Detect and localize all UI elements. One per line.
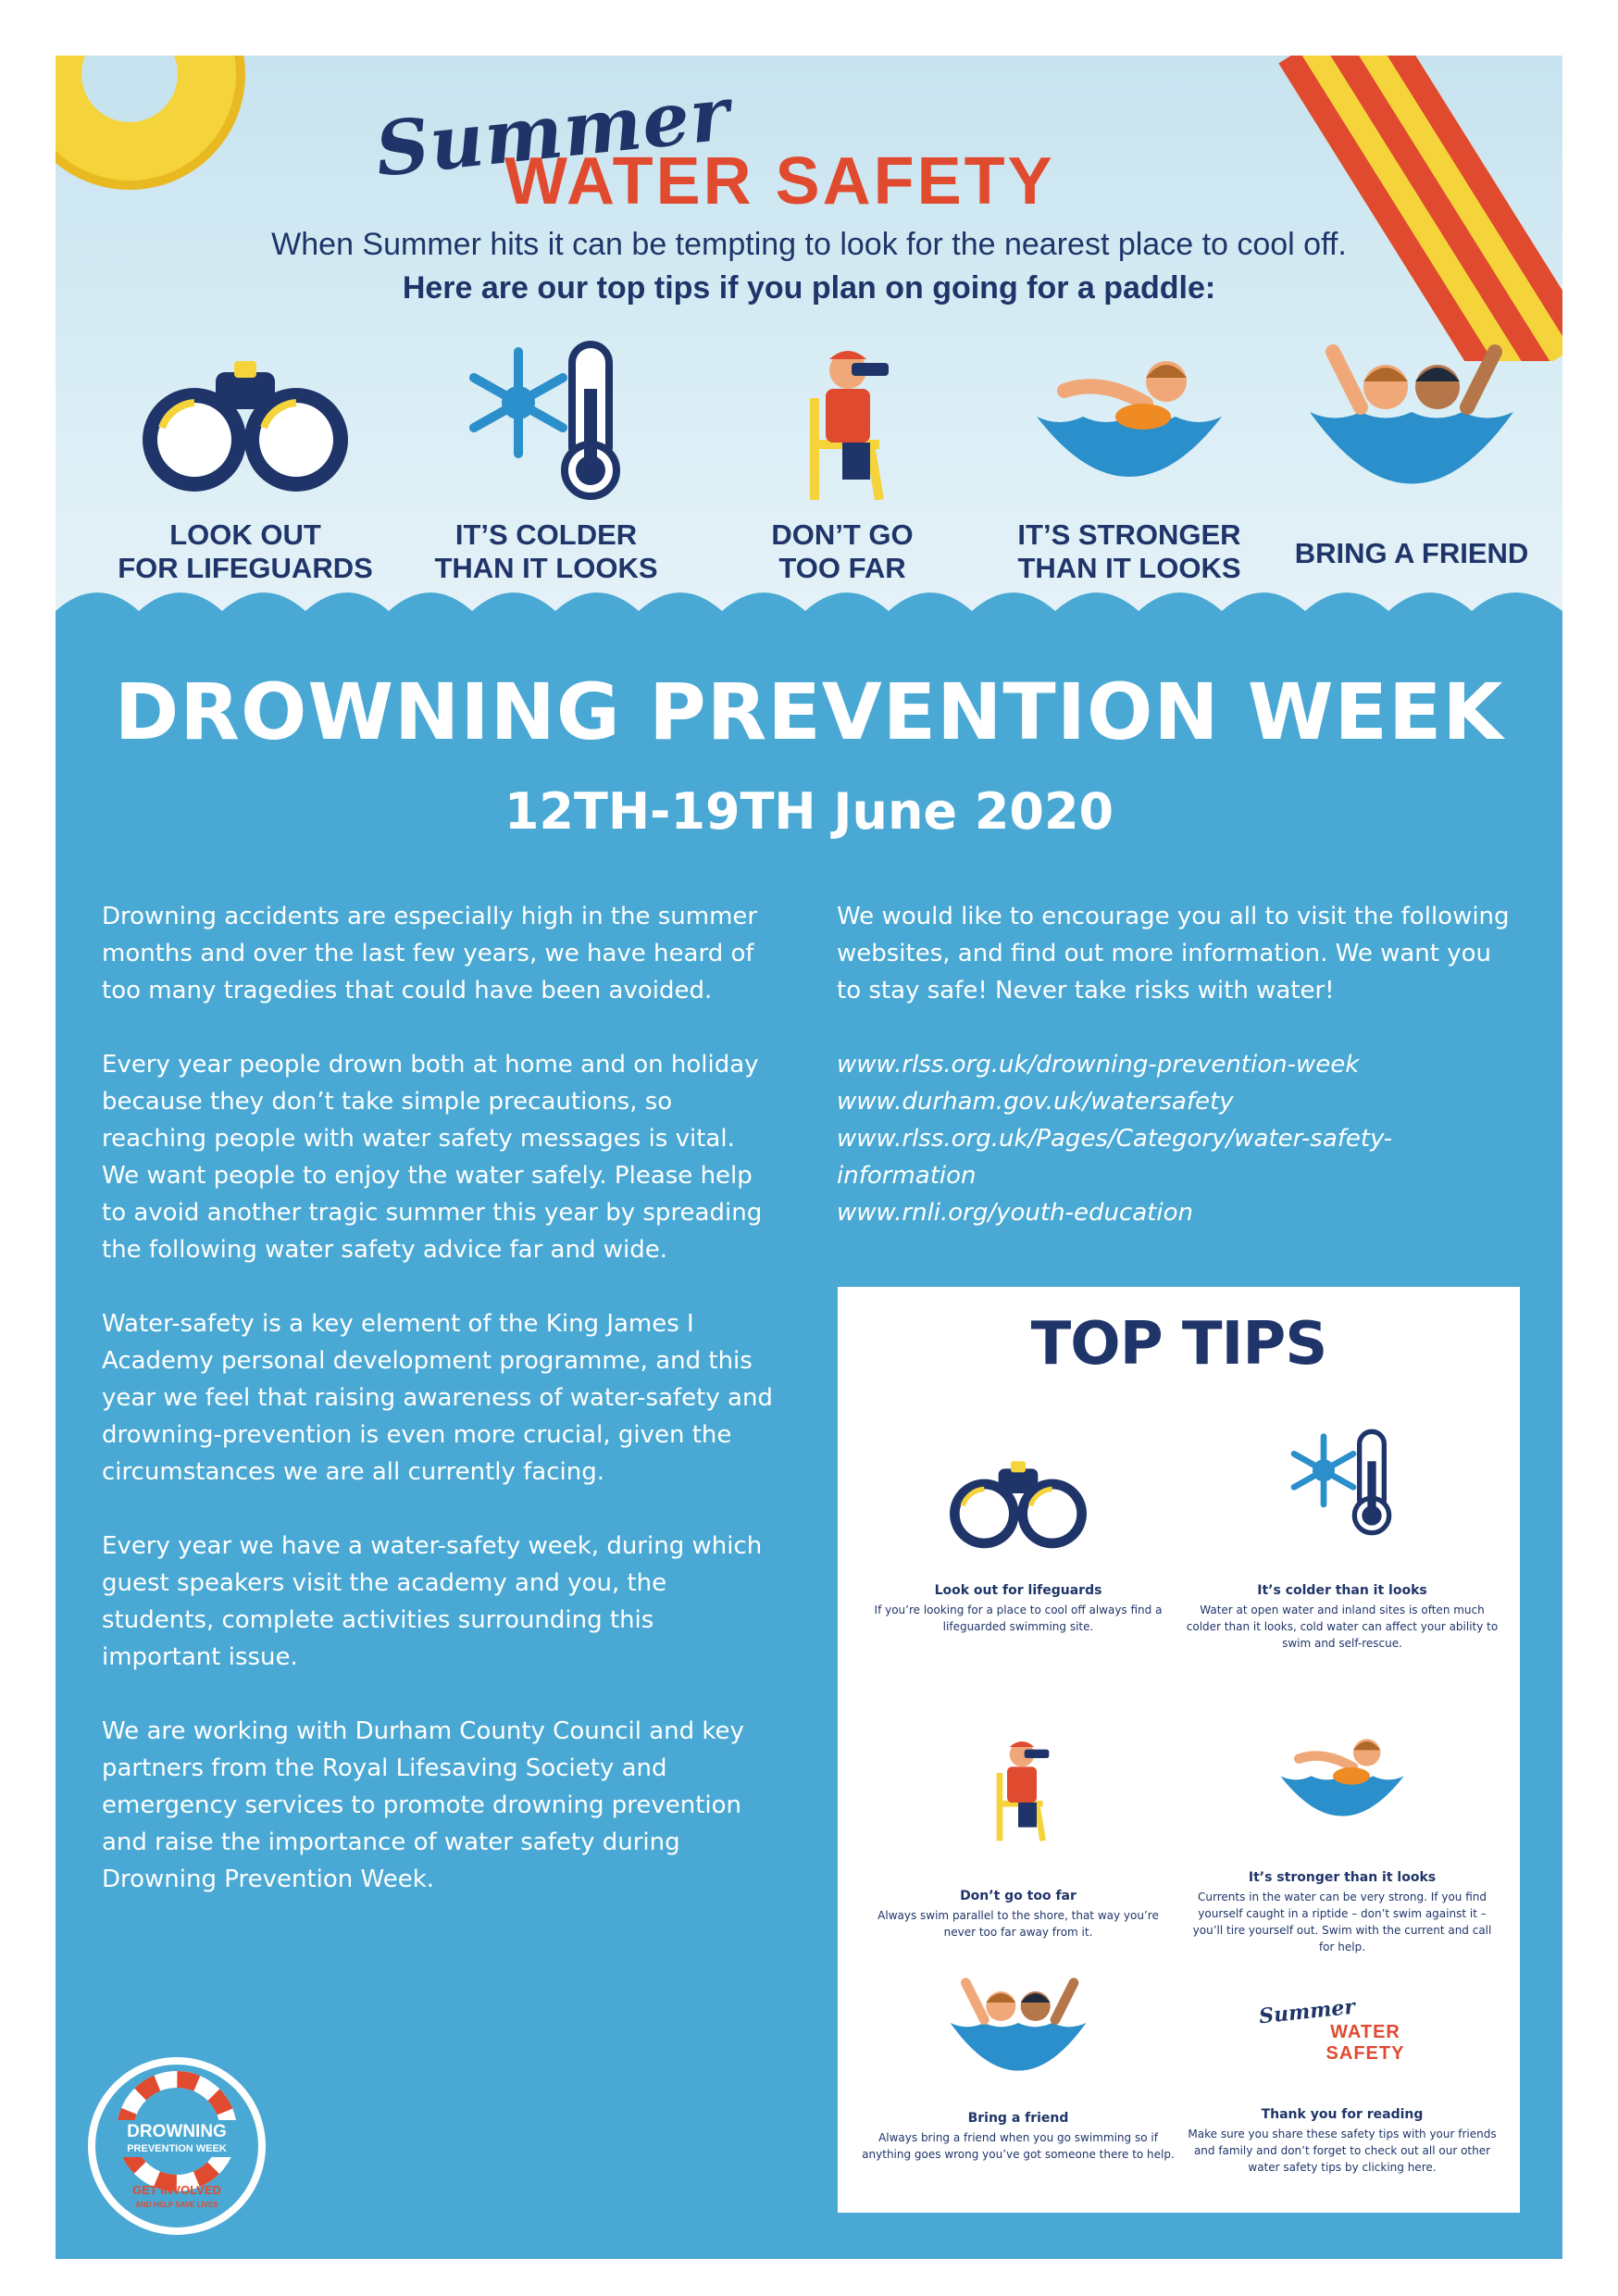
binoculars-icon bbox=[106, 324, 384, 500]
snowflake-thermometer-icon bbox=[407, 324, 685, 500]
badge-line2: PREVENTION WEEK bbox=[127, 2143, 227, 2154]
tip-heading: It’s stronger than it looks bbox=[1248, 1870, 1437, 1885]
binoculars-icon bbox=[926, 1426, 1111, 1565]
top-tip-friend bbox=[861, 1953, 1176, 2163]
right-column bbox=[837, 898, 1512, 1231]
link-rlss-drowning-prevention-week[interactable]: www.rlss.org.uk/drowning-prevention-week bbox=[837, 1051, 1360, 1079]
swimmer-icon bbox=[990, 324, 1268, 500]
inflatable-lilo-icon bbox=[1268, 56, 1562, 361]
summer-water-safety-logo bbox=[1250, 1953, 1435, 2092]
tip-label: IT’S COLDER THAN IT LOOKS bbox=[434, 518, 658, 584]
swimmer-icon bbox=[1250, 1694, 1435, 1852]
top-tip-stronger bbox=[1185, 1694, 1500, 1955]
link-rnli-youth-education[interactable]: www.rnli.org/youth-education bbox=[837, 1199, 1193, 1227]
tip-body: Currents in the water can be very strong. If you find yourself caught in a riptide – don’t swim against it – you’ll tire yourself out. Swim with the current and call for help. bbox=[1192, 1890, 1492, 1953]
website-links bbox=[837, 1046, 1512, 1231]
logo-main-text: WATER SAFETY bbox=[1326, 2022, 1405, 2064]
tip-label: DON’T GO TOO FAR bbox=[771, 518, 914, 584]
top-tip-lifeguards bbox=[861, 1426, 1176, 1635]
tip-heading: Don’t go too far bbox=[960, 1889, 1077, 1903]
websites-intro: We would like to encourage you all to visit the following websites, and find out more information. We want you to stay safe! Never take risks with water! bbox=[837, 903, 1510, 1004]
left-column bbox=[102, 898, 778, 1935]
badge-line3: GET INVOLVED bbox=[132, 2183, 221, 2197]
paragraph: We are working with Durham County Council and key partners from the Royal Lifesaving Society and emergency services to promote drowning prevention and raise the importance of water safety during Drowning Prevention Week. bbox=[102, 1717, 744, 1893]
swim-ring-icon bbox=[56, 56, 259, 204]
intro-text: When Summer hits it can be tempting to look for the nearest place to cool off. bbox=[271, 227, 1347, 262]
friends-swimming-icon bbox=[1273, 324, 1550, 500]
poster bbox=[56, 56, 1562, 2259]
tip-heading: It’s colder than it looks bbox=[1257, 1583, 1427, 1598]
intro-bold-text: Here are our top tips if you plan on going for a paddle: bbox=[402, 270, 1216, 306]
tip-label: LOOK OUT FOR LIFEGUARDS bbox=[118, 518, 373, 584]
friends-swimming-icon bbox=[926, 1953, 1111, 2092]
summer-script-title: Summer bbox=[371, 69, 735, 193]
tip-stronger-than-it-looks bbox=[990, 324, 1268, 602]
lifeguard-chair-icon bbox=[703, 324, 981, 500]
logo-script-text: Summer bbox=[1257, 1994, 1357, 2029]
snowflake-thermometer-icon bbox=[1250, 1389, 1435, 1565]
tip-body: If you’re looking for a place to cool off always find a lifeguarded swimming site. bbox=[874, 1603, 1163, 1633]
paragraph: Water-safety is a key element of the King James I Academy personal development programme, and this year we feel that raising awareness of water-safety and drowning-prevention is even more crucial, given the circumstances we are all currently facing. bbox=[102, 1310, 773, 1486]
page-title: DROWNING PREVENTION WEEK bbox=[114, 667, 1504, 757]
tip-label: IT’S STRONGER THAN IT LOOKS bbox=[1017, 518, 1241, 584]
tip-heading: Bring a friend bbox=[967, 2111, 1069, 2126]
tip-label: BRING A FRIEND bbox=[1294, 537, 1529, 569]
top-tip-thank-you bbox=[1185, 1953, 1500, 2176]
link-durham-watersafety[interactable]: www.durham.gov.uk/watersafety bbox=[837, 1088, 1234, 1116]
water-safety-title: WATER SAFETY bbox=[504, 144, 1055, 218]
tip-heading: Thank you for reading bbox=[1261, 2107, 1424, 2122]
top-tip-colder bbox=[1185, 1389, 1500, 1652]
tip-heading: Look out for lifeguards bbox=[934, 1583, 1102, 1598]
tip-body: Water at open water and inland sites is often much colder than it looks, cold water can affect your ability to swim and self-rescue. bbox=[1186, 1603, 1499, 1650]
top-tips-card bbox=[838, 1287, 1520, 2213]
tip-dont-go-too-far bbox=[703, 324, 981, 602]
lifeguard-chair-icon bbox=[926, 1694, 1111, 1870]
header-band bbox=[56, 56, 1562, 648]
drowning-prevention-week-badge bbox=[86, 2055, 268, 2237]
badge-line1: DROWNING bbox=[127, 2122, 227, 2141]
tip-body: Make sure you share these safety tips with your friends and family and don’t forget to check out all our other water safety tips by clicking here. bbox=[1188, 2128, 1497, 2174]
tip-colder-than-it-looks bbox=[407, 324, 685, 602]
paragraph: Every year we have a water-safety week, during which guest speakers visit the academy and you, the students, complete activities surrounding this important issue. bbox=[102, 1532, 763, 1671]
link-rlss-water-safety-information[interactable]: www.rlss.org.uk/Pages/Category/water-safety-information bbox=[837, 1125, 1392, 1190]
top-tip-too-far bbox=[861, 1694, 1176, 1940]
tip-bring-a-friend bbox=[1273, 324, 1550, 602]
paragraph: Drowning accidents are especially high in the summer months and over the last few years, we have heard of too many tragedies that could have been avoided. bbox=[102, 903, 758, 1004]
tip-body: Always bring a friend when you go swimming so if anything goes wrong you’ve got someone there to help. bbox=[862, 2131, 1175, 2161]
tip-body: Always swim parallel to the shore, that way you’re never too far away from it. bbox=[877, 1909, 1159, 1939]
top-tips-title: TOP TIPS bbox=[1030, 1310, 1327, 1379]
tip-look-out-for-lifeguards bbox=[106, 324, 384, 602]
paragraph: Every year people drown both at home and on holiday because they don’t take simple precautions, so reaching people with water safety messages is vital. We want people to enjoy the water safely. Please help to avoid another tragic summer this year by spreading the following water safety advice far and wide. bbox=[102, 1051, 763, 1264]
event-date: 12TH-19TH June 2020 bbox=[504, 782, 1114, 841]
badge-line4: AND HELP SAVE LIVES bbox=[135, 2201, 218, 2209]
